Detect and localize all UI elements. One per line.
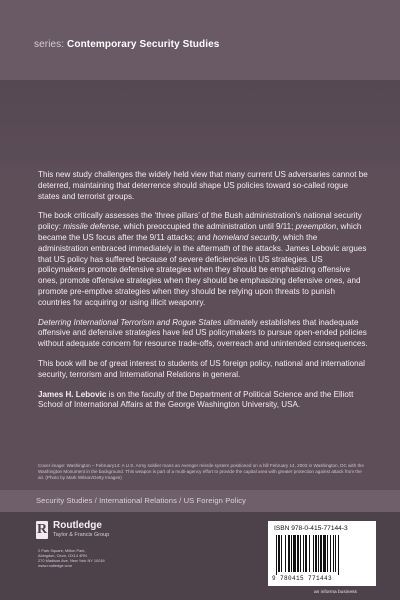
barcode-icon (274, 535, 370, 575)
address-line: 270 Madison Ave, New York NY 10016 (38, 558, 105, 563)
publisher-name: Routledge (53, 520, 102, 531)
policy-pillar-italic: preemption (295, 222, 337, 232)
address-line: 2 Park Square, Milton Park, (38, 548, 86, 553)
publisher-group: Taylor & Francis Group (53, 532, 110, 538)
cover-image-area (0, 80, 400, 165)
policy-pillar-italic: homeland security (212, 232, 279, 242)
address-line: www.routledge.com (38, 563, 72, 568)
series-title (34, 39, 219, 50)
routledge-logo-icon: R (36, 522, 48, 537)
blurb-paragraph-2 (38, 211, 368, 308)
cover-image-credit: Cover image: Washington – February14: A U.S. Army soldier mans an Avenger missile system positioned on a hill February 14, 2003 in Washington, DC with the Washington Monument in the background. This weapon is part of a multi-agency effort to provide the capital area with greater protection against attack from the air. (Photo by Mark Wilson/Getty Images) (38, 463, 364, 480)
blurb-paragraph-3 (38, 318, 368, 350)
blurb-text-run: The book critically assesses the ‘three pillars’ of the Bush administration's national security policy: (38, 211, 362, 232)
publisher-address (38, 548, 178, 568)
series-label: series: (34, 39, 65, 50)
author-bio (38, 390, 368, 412)
back-cover-text (38, 170, 368, 420)
informa-tagline: an informa business (314, 590, 357, 595)
blurb-paragraph-4: This book will be of great interest to students of US foreign policy, national and international security, terrorism and International Relations in general. (38, 358, 365, 379)
blurb-text-run: , which preoccupied the administration until 9/11; (119, 222, 296, 232)
subject-categories: Security Studies / International Relations / US Foreign Policy (36, 496, 247, 505)
blurb-text-run: , which the administration embraced immediately in the aftermath of the attacks. James Lebovic argues that US policy has suffered because of severe deficiencies in US strategies. US policymakers promote defensive strategies when they should be emphasizing offensive ones, promote offensive strategies when they should be emphasizing defensive ones, and promote pre-emptive strategies when they should be relying upon threats to punish countries for acquiring or using illicit weaponry. (38, 232, 367, 307)
policy-pillar-italic: missile defense (63, 222, 119, 232)
series-banner (0, 0, 400, 80)
address-line: Abingdon, Oxon, OX14 4RN (38, 553, 87, 558)
isbn-number: ISBN 978-0-415-77144-3 (274, 525, 348, 532)
isbn-barcode-box (268, 521, 376, 586)
author-bio-text: is on the faculty of the Department of Political Science and the Elliott School of International Affairs at the George Washington University, USA. (38, 389, 354, 410)
subject-strip (0, 490, 400, 512)
barcode-digits: 9 780415 771443 (272, 575, 333, 582)
publisher-logo (36, 521, 109, 539)
blurb-text-run: , which became the US focus after the 9/11 attacks; and (38, 222, 362, 242)
author-name: James H. Lebovic (38, 389, 107, 399)
blurb-paragraph-1: This new study challenges the widely held view that many current US adversaries cannot be deterred, maintaining that deterrence should shape US policies toward so-called rogue states and terrorist groups. (38, 170, 368, 201)
book-title-italic: Deterring International Terrorism and Rogue States (38, 317, 222, 327)
series-name: Contemporary Security Studies (67, 39, 220, 50)
blurb-paragraph-3-text: ultimately establishes that inadequate offensive and defensive strategies have led US policymakers to pursue open-ended policies without adequate concern for resource trade-offs, overreach and unintended consequences. (38, 317, 368, 349)
